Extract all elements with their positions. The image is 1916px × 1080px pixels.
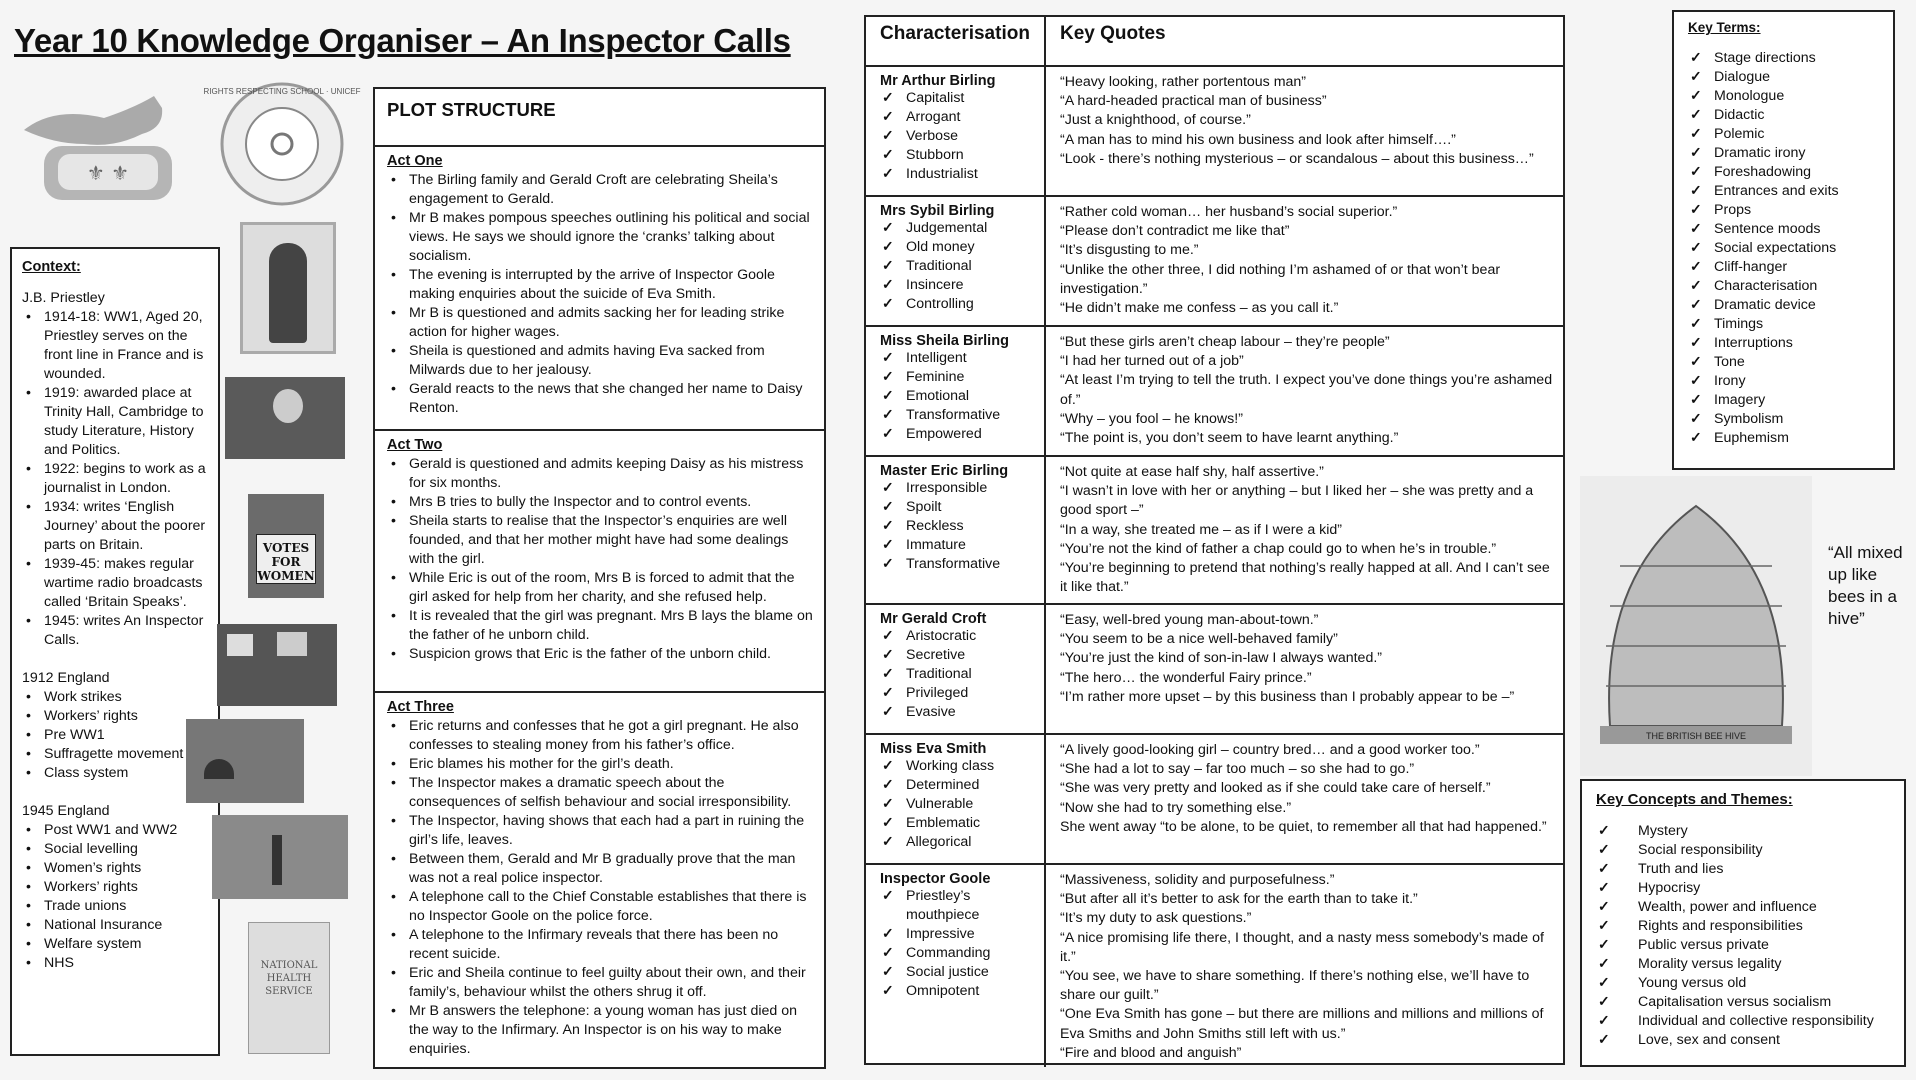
act-one-event: • Sheila is questioned and admits having Eva sacked from Milwards due to her jealousy.: [387, 342, 814, 380]
character-row: [866, 863, 1563, 1067]
key-concepts-box: [1580, 779, 1906, 1067]
act-three-section: [375, 691, 824, 1063]
trait-item: ✓ Secretive: [880, 646, 1044, 665]
blitz-ruins-photo: [212, 815, 348, 899]
quote-text: “Not quite at ease half shy, half assertive.”: [1060, 464, 1324, 480]
act-one-event: • Mr B makes pompous speeches outlining his political and social views. He says we should ignore the ‘cranks’ talking about socialism.: [387, 209, 814, 266]
act-one-list: [387, 171, 814, 418]
character-name: Miss Sheila Birling: [880, 333, 1009, 349]
quote-text: “You’re just the kind of son-in-law I always wanted.”: [1060, 650, 1383, 667]
british-beehive-illustration: [1580, 476, 1812, 776]
trait-item: ✓ Priestley’s mouthpiece: [880, 887, 1044, 925]
priestley-fact: • 1922: begins to work as a journalist in London.: [22, 460, 210, 498]
key-concept-item: ✓ Public versus private: [1596, 936, 1904, 955]
character-traits: [880, 219, 1044, 314]
key-term-item: ✓ Sentence moods: [1688, 220, 1893, 239]
character-row: [866, 65, 1563, 197]
act-three-list: [387, 717, 814, 1059]
key-concept-item: ✓ Capitalisation versus socialism: [1596, 993, 1904, 1012]
character-quotes: [1046, 865, 1563, 1067]
act-two-section: [375, 429, 824, 691]
quote-text: “You see, we have to share something. If there’s nothing else, we’ll have to share our guilt.”: [1060, 968, 1530, 1004]
act-three-event: • A telephone call to the Chief Constable establishes that there is no Inspector Goole on the police force.: [387, 888, 814, 926]
key-term-item: ✓ Dramatic device: [1688, 296, 1893, 315]
trait-item: ✓ Stubborn: [880, 146, 1044, 165]
quote-text: “Massiveness, solidity and purposefulness.”: [1060, 872, 1335, 888]
character-name: Master Eric Birling: [880, 463, 1009, 479]
soldiers-helmet-photo: [186, 719, 304, 803]
character-quotes: [1046, 457, 1563, 605]
key-term-item: ✓ Timings: [1688, 315, 1893, 334]
quote-text: “Why – you fool – he knows!”: [1060, 410, 1243, 427]
quote-text: “The hero… the wonderful Fairy prince.”: [1060, 669, 1312, 686]
trait-item: ✓ Traditional: [880, 665, 1044, 684]
england-1945-list: [22, 821, 210, 973]
england-1945-heading: 1945 England: [22, 803, 110, 819]
quote-text: “Unlike the other three, I did nothing I’m ashamed of or that won’t bear investigation.”: [1060, 261, 1501, 297]
svg-text:⚜ ⚜: ⚜ ⚜: [86, 161, 130, 185]
rights-respecting-school-badge: [203, 80, 361, 210]
trait-item: ✓ Intelligent: [880, 349, 1044, 368]
england-1912-heading: 1912 England: [22, 670, 110, 686]
character-row: [866, 603, 1563, 735]
england-1912-list: [22, 688, 210, 783]
key-term-item: ✓ Social expectations: [1688, 239, 1893, 258]
key-quotes-header: Key Quotes: [1060, 23, 1166, 44]
quote-text: “Look - there’s nothing mysterious – or scandalous – about this business…”: [1060, 150, 1534, 167]
priestley-heading: J.B. Priestley: [22, 290, 105, 306]
character-traits: [880, 627, 1044, 722]
act-three-event: • Eric blames his mother for the girl’s death.: [387, 755, 814, 774]
trait-item: ✓ Aristocratic: [880, 627, 1044, 646]
character-row: [866, 195, 1563, 327]
character-quotes: [1046, 67, 1563, 197]
quote-text: She went away “to be alone, to be quiet, to remember all that had happened.”: [1060, 818, 1547, 835]
key-concept-item: ✓ Love, sex and consent: [1596, 1031, 1904, 1050]
england-1945-item: • Trade unions: [22, 897, 210, 916]
key-terms-list: [1688, 49, 1893, 448]
character-traits: [880, 479, 1044, 574]
key-term-item: ✓ Stage directions: [1688, 49, 1893, 68]
character-quotes: [1046, 197, 1563, 327]
england-1912-item: • Class system: [22, 764, 210, 783]
context-heading: Context:: [22, 259, 81, 275]
act-three-event: • A telephone to the Infirmary reveals that there has been no recent suicide.: [387, 926, 814, 964]
key-term-item: ✓ Monologue: [1688, 87, 1893, 106]
character-quotes: [1046, 605, 1563, 735]
act-three-event: • Between them, Gerald and Mr B gradually prove that the man was not a real police inspector.: [387, 850, 814, 888]
quote-text: “It’s disgusting to me.”: [1060, 242, 1199, 259]
trait-item: ✓ Reckless: [880, 517, 1044, 536]
character-row: [866, 325, 1563, 457]
quote-text: “Rather cold woman… her husband’s social superior.”: [1060, 204, 1398, 220]
key-term-item: ✓ Props: [1688, 201, 1893, 220]
act-two-event: • Suspicion grows that Eric is the father of the unborn child.: [387, 645, 814, 664]
quote-text: “But after all it’s better to ask for the earth than to take it.”: [1060, 891, 1418, 908]
character-name: Mr Arthur Birling: [880, 73, 996, 89]
act-two-event: • Mrs B tries to bully the Inspector and to control events.: [387, 493, 814, 512]
trait-item: ✓ Commanding: [880, 944, 1044, 963]
key-term-item: ✓ Irony: [1688, 372, 1893, 391]
act-two-event: • It is revealed that the girl was pregnant. Mrs B lays the blame on the father of he unborn child.: [387, 607, 814, 645]
quote-text: “You’re beginning to pretend that nothing’s really happed at all. And I can’t see it like that.”: [1060, 560, 1550, 596]
priestley-fact: • 1939-45: makes regular wartime radio broadcasts called ‘Britain Speaks’.: [22, 555, 210, 612]
england-1912-item: • Work strikes: [22, 688, 210, 707]
quote-text: “A nice promising life there, I thought, and a nasty mess somebody’s made of it.”: [1060, 929, 1544, 965]
priestley-fact: • 1945: writes An Inspector Calls.: [22, 612, 210, 650]
trait-item: ✓ Evasive: [880, 703, 1044, 722]
england-1912-item: • Workers’ rights: [22, 707, 210, 726]
trait-item: ✓ Insincere: [880, 276, 1044, 295]
character-name: Mr Gerald Croft: [880, 611, 987, 627]
quote-text: “It’s my duty to ask questions.”: [1060, 910, 1252, 927]
quote-text: “One Eva Smith has gone – but there are millions and millions and millions of Eva Smiths and John Smiths still left with us.”: [1060, 1006, 1544, 1042]
table-header-row: [866, 15, 1563, 65]
key-term-item: ✓ Interruptions: [1688, 334, 1893, 353]
trait-item: ✓ Impressive: [880, 925, 1044, 944]
key-concept-item: ✓ Truth and lies: [1596, 860, 1904, 879]
trait-item: ✓ Empowered: [880, 425, 1044, 444]
character-name: Mrs Sybil Birling: [880, 203, 995, 219]
trait-item: ✓ Transformative: [880, 555, 1044, 574]
trait-item: ✓ Spoilt: [880, 498, 1044, 517]
priestley-fact: • 1934: writes ‘English Journey’ about the poorer parts on Britain.: [22, 498, 210, 555]
key-term-item: ✓ Foreshadowing: [1688, 163, 1893, 182]
key-term-item: ✓ Imagery: [1688, 391, 1893, 410]
character-name: Inspector Goole: [880, 871, 991, 887]
trait-item: ✓ Judgemental: [880, 219, 1044, 238]
trait-item: ✓ Capitalist: [880, 89, 1044, 108]
trait-item: ✓ Feminine: [880, 368, 1044, 387]
priestley-fact: • 1919: awarded place at Trinity Hall, Cambridge to study Literature, History and Politics.: [22, 384, 210, 460]
plot-heading: PLOT STRUCTURE: [387, 99, 556, 120]
plot-structure-box: [373, 87, 826, 1069]
act-one-event: • The evening is interrupted by the arrive of Inspector Goole making enquiries about the suicide of Eva Smith.: [387, 266, 814, 304]
key-term-item: ✓ Tone: [1688, 353, 1893, 372]
england-1945-item: • Workers’ rights: [22, 878, 210, 897]
quote-text: “She was very pretty and looked as if she could take care of herself.”: [1060, 780, 1491, 797]
quote-text: “I had her turned out of a job”: [1060, 353, 1244, 370]
character-row: [866, 733, 1563, 865]
key-term-item: ✓ Euphemism: [1688, 429, 1893, 448]
nhs-leaflet-title: NATIONAL HEALTH SERVICE: [260, 960, 318, 997]
england-1912-item: • Suffragette movement: [22, 745, 210, 764]
trait-item: ✓ Traditional: [880, 257, 1044, 276]
england-1945-item: • NHS: [22, 954, 210, 973]
character-traits: [880, 89, 1044, 184]
trait-item: ✓ Working class: [880, 757, 1044, 776]
england-1945-item: • Post WW1 and WW2: [22, 821, 210, 840]
quote-text: “A man has to mind his own business and look after himself….”: [1060, 131, 1456, 148]
trait-item: ✓ Immature: [880, 536, 1044, 555]
key-concept-item: ✓ Mystery: [1596, 822, 1904, 841]
quote-text: “Now she had to try something else.”: [1060, 799, 1292, 816]
characterisation-table: [864, 15, 1565, 1065]
quote-text: “Please don’t contradict me like that”: [1060, 223, 1290, 240]
votes-for-women-sign: VOTES FOR WOMEN: [256, 534, 316, 584]
quote-text: “Fire and blood and anguish”: [1060, 1044, 1242, 1061]
trait-item: ✓ Allegorical: [880, 833, 1044, 852]
key-term-item: ✓ Symbolism: [1688, 410, 1893, 429]
priestley-fact: • 1914-18: WW1, Aged 20, Priestley serves on the front line in France and is wounded.: [22, 308, 210, 384]
character-quotes: [1046, 735, 1563, 865]
quote-text: “Just a knighthood, of course.”: [1060, 112, 1251, 129]
key-concept-item: ✓ Wealth, power and influence: [1596, 898, 1904, 917]
trait-item: ✓ Emblematic: [880, 814, 1044, 833]
key-concepts-heading: Key Concepts and Themes:: [1596, 791, 1793, 808]
act-three-heading: Act Three: [387, 699, 454, 715]
key-term-item: ✓ Cliff-hanger: [1688, 258, 1893, 277]
act-one-section: [375, 145, 824, 429]
england-1945-item: • Social levelling: [22, 840, 210, 859]
trait-item: ✓ Arrogant: [880, 108, 1044, 127]
trait-item: ✓ Social justice: [880, 963, 1044, 982]
key-concepts-list: [1596, 822, 1904, 1050]
character-name: Miss Eva Smith: [880, 741, 987, 757]
trait-item: ✓ Privileged: [880, 684, 1044, 703]
character-traits: [880, 757, 1044, 852]
act-two-list: [387, 455, 814, 664]
quote-text: “In a way, she treated me – as if I were a kid”: [1060, 521, 1343, 538]
character-traits: [880, 887, 1044, 1001]
trait-item: ✓ Verbose: [880, 127, 1044, 146]
key-term-item: ✓ Polemic: [1688, 125, 1893, 144]
key-concept-item: ✓ Young versus old: [1596, 974, 1904, 993]
fox-crest-logo: [14, 88, 184, 208]
trait-item: ✓ Vulnerable: [880, 795, 1044, 814]
trait-item: ✓ Determined: [880, 776, 1044, 795]
england-1945-item: • Women’s rights: [22, 859, 210, 878]
key-concept-item: ✓ Morality versus legality: [1596, 955, 1904, 974]
trait-item: ✓ Omnipotent: [880, 982, 1044, 1001]
quote-text: “You’re not the kind of father a chap could go to when he’s in trouble.”: [1060, 540, 1497, 557]
quote-text: “I wasn’t in love with her or anything – but I liked her – she was pretty and a good sport –”: [1060, 483, 1534, 519]
trait-item: ✓ Industrialist: [880, 165, 1044, 184]
key-term-item: ✓ Didactic: [1688, 106, 1893, 125]
quote-text: “She had a lot to say – far too much – so she had to go.”: [1060, 761, 1415, 778]
quote-text: “He didn’t make me confess – as you call it.”: [1060, 300, 1339, 317]
act-three-event: • The Inspector makes a dramatic speech about the consequences of selfish behaviour and social irresponsibility.: [387, 774, 814, 812]
quote-text: “A hard-headed practical man of business”: [1060, 93, 1327, 110]
key-terms-box: [1672, 10, 1895, 470]
trait-item: ✓ Emotional: [880, 387, 1044, 406]
character-row: [866, 455, 1563, 605]
badge-text: RIGHTS RESPECTING SCHOOL · UNICEF: [203, 87, 361, 96]
quote-text: “But these girls aren’t cheap labour – they’re people”: [1060, 334, 1390, 350]
act-one-event: • Mr B is questioned and admits sacking her for leading strike action for higher wages.: [387, 304, 814, 342]
soldier-photo: [240, 222, 336, 354]
quote-text: “The point is, you don’t seem to have learnt anything.”: [1060, 430, 1399, 447]
key-concept-item: ✓ Social responsibility: [1596, 841, 1904, 860]
context-box: [10, 247, 220, 1056]
character-quotes: [1046, 327, 1563, 457]
act-one-event: • The Birling family and Gerald Croft are celebrating Sheila’s engagement to Gerald.: [387, 171, 814, 209]
act-one-heading: Act One: [387, 153, 443, 169]
act-two-event: • While Eric is out of the room, Mrs B is forced to admit that the girl asked for help from her charity, and she refused help.: [387, 569, 814, 607]
act-three-event: • Eric and Sheila continue to feel guilty about their own, and their family’s, behaviour whilst the others shrug it off.: [387, 964, 814, 1002]
act-two-event: • Gerald is questioned and admits keeping Daisy as his mistress for six months.: [387, 455, 814, 493]
quote-text: “I’m rather more upset – by this business than I probably appear to be –”: [1060, 688, 1515, 705]
act-three-event: • Mr B answers the telephone: a young woman has just died on the way to the Infirmary. An Inspector is on his way to make enquiries.: [387, 1002, 814, 1059]
page-title: Year 10 Knowledge Organiser – An Inspector Calls: [14, 22, 791, 59]
trait-item: ✓ Old money: [880, 238, 1044, 257]
characterisation-header: Characterisation: [880, 23, 1030, 44]
key-terms-heading: Key Terms:: [1688, 20, 1761, 35]
quote-text: “Heavy looking, rather portentous man”: [1060, 74, 1307, 90]
key-concept-item: ✓ Hypocrisy: [1596, 879, 1904, 898]
trait-item: ✓ Irresponsible: [880, 479, 1044, 498]
england-1912-item: • Pre WW1: [22, 726, 210, 745]
quote-text: “A lively good-looking girl – country bred… and a good worker too.”: [1060, 742, 1480, 758]
quote-text: “You seem to be a nice well-behaved family”: [1060, 631, 1338, 648]
england-1945-item: • National Insurance: [22, 916, 210, 935]
trait-item: ✓ Transformative: [880, 406, 1044, 425]
act-two-heading: Act Two: [387, 437, 443, 453]
beehive-caption: THE BRITISH BEE HIVE: [1645, 731, 1747, 741]
key-concept-item: ✓ Individual and collective responsibility: [1596, 1012, 1904, 1031]
beehive-quote: “All mixed up like bees in a hive”: [1828, 543, 1903, 628]
key-term-item: ✓ Characterisation: [1688, 277, 1893, 296]
act-two-event: • Sheila starts to realise that the Inspector’s enquiries are well founded, and that her mother might have had some dealings with the girl.: [387, 512, 814, 569]
quote-text: “Easy, well-bred young man-about-town.”: [1060, 612, 1319, 628]
act-one-event: • Gerald reacts to the news that she changed her name to Daisy Renton.: [387, 380, 814, 418]
act-three-event: • Eric returns and confesses that he got a girl pregnant. He also confesses to stealing money from his father’s office.: [387, 717, 814, 755]
priestley-radio-photo: [225, 377, 345, 459]
character-traits: [880, 349, 1044, 444]
key-concept-item: ✓ Rights and responsibilities: [1596, 917, 1904, 936]
suffragette-photo: [248, 494, 324, 598]
nhs-leaflet-photo: [248, 922, 330, 1054]
trait-item: ✓ Controlling: [880, 295, 1044, 314]
key-term-item: ✓ Dialogue: [1688, 68, 1893, 87]
quote-text: “At least I’m trying to tell the truth. I expect you’ve done things you’re ashamed of.”: [1060, 372, 1553, 408]
priestley-list: [22, 308, 210, 650]
key-term-item: ✓ Dramatic irony: [1688, 144, 1893, 163]
england-1945-item: • Welfare system: [22, 935, 210, 954]
act-three-event: • The Inspector, having shows that each had a part in ruining the girl’s life, leaves.: [387, 812, 814, 850]
key-term-item: ✓ Entrances and exits: [1688, 182, 1893, 201]
strike-protest-photo: [217, 624, 337, 706]
